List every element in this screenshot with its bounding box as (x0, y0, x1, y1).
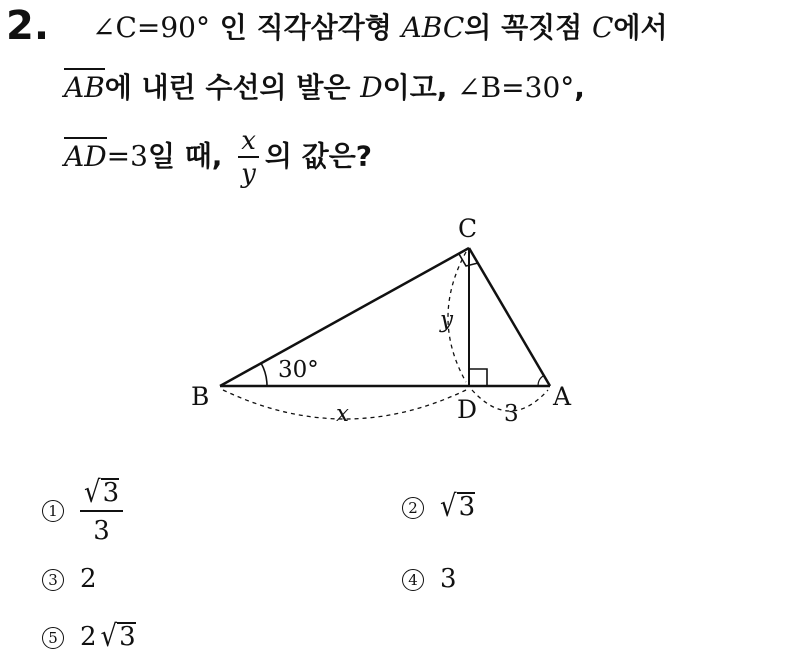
choice-3-value: 2 (80, 564, 97, 594)
angle-a-arc (538, 376, 543, 386)
side-ca (469, 248, 550, 386)
choice-marker-3: 3 (42, 569, 64, 591)
angle-b-condition: ∠B=30° (457, 71, 575, 104)
label-a: A (553, 382, 572, 411)
problem-number: 2. (6, 3, 50, 49)
right-angle-mark-d (469, 369, 487, 386)
choice-marker-2: 2 (402, 497, 424, 519)
label-angle-30: 30° (278, 357, 319, 383)
point-d: D (360, 71, 383, 104)
choice-marker-1: 1 (42, 500, 64, 522)
question-line-1: ∠C=90° 인 직각삼각형 ABC의 꼭짓점 C에서 (92, 11, 668, 44)
choice-3[interactable] (42, 566, 97, 592)
choice-2[interactable] (402, 489, 476, 525)
label-ad-3: 3 (504, 401, 519, 427)
choice-4-value: 3 (440, 564, 457, 594)
vertex-c: C (591, 11, 614, 44)
angle-c-condition: ∠C=90° (92, 11, 210, 44)
question-line-2: AB에 내린 수선의 발은 D이고, ∠B=30°, (64, 74, 585, 102)
choice-5-sqrt: √3 (100, 619, 136, 655)
angle-b-arc (261, 363, 267, 386)
segment-ab: AB (64, 68, 105, 104)
label-b: B (191, 382, 210, 411)
label-c: C (458, 214, 478, 243)
choice-2-value: √3 (440, 489, 476, 525)
choice-marker-4: 4 (402, 569, 424, 591)
choice-5[interactable] (42, 619, 136, 655)
choice-5-coef: 2 (80, 622, 97, 652)
choice-4[interactable] (402, 566, 457, 592)
segment-ad: AD (64, 137, 107, 173)
side-bc (220, 248, 469, 386)
choice-marker-5: 5 (42, 627, 64, 649)
ad-value: =3 (106, 139, 148, 173)
label-y: y (440, 307, 453, 333)
triangle-name: ABC (401, 11, 465, 44)
label-d: D (457, 395, 478, 424)
x-over-y-fraction: $\frac{x}{y}$ (238, 128, 259, 187)
choice-1[interactable] (42, 475, 123, 547)
label-x: x (336, 401, 349, 427)
choice-1-fraction: $\frac{√3}{3}$ (80, 478, 123, 544)
question-line-3: AD=3일 때, $\frac{x}{y}$ 의 값은? (64, 126, 372, 189)
